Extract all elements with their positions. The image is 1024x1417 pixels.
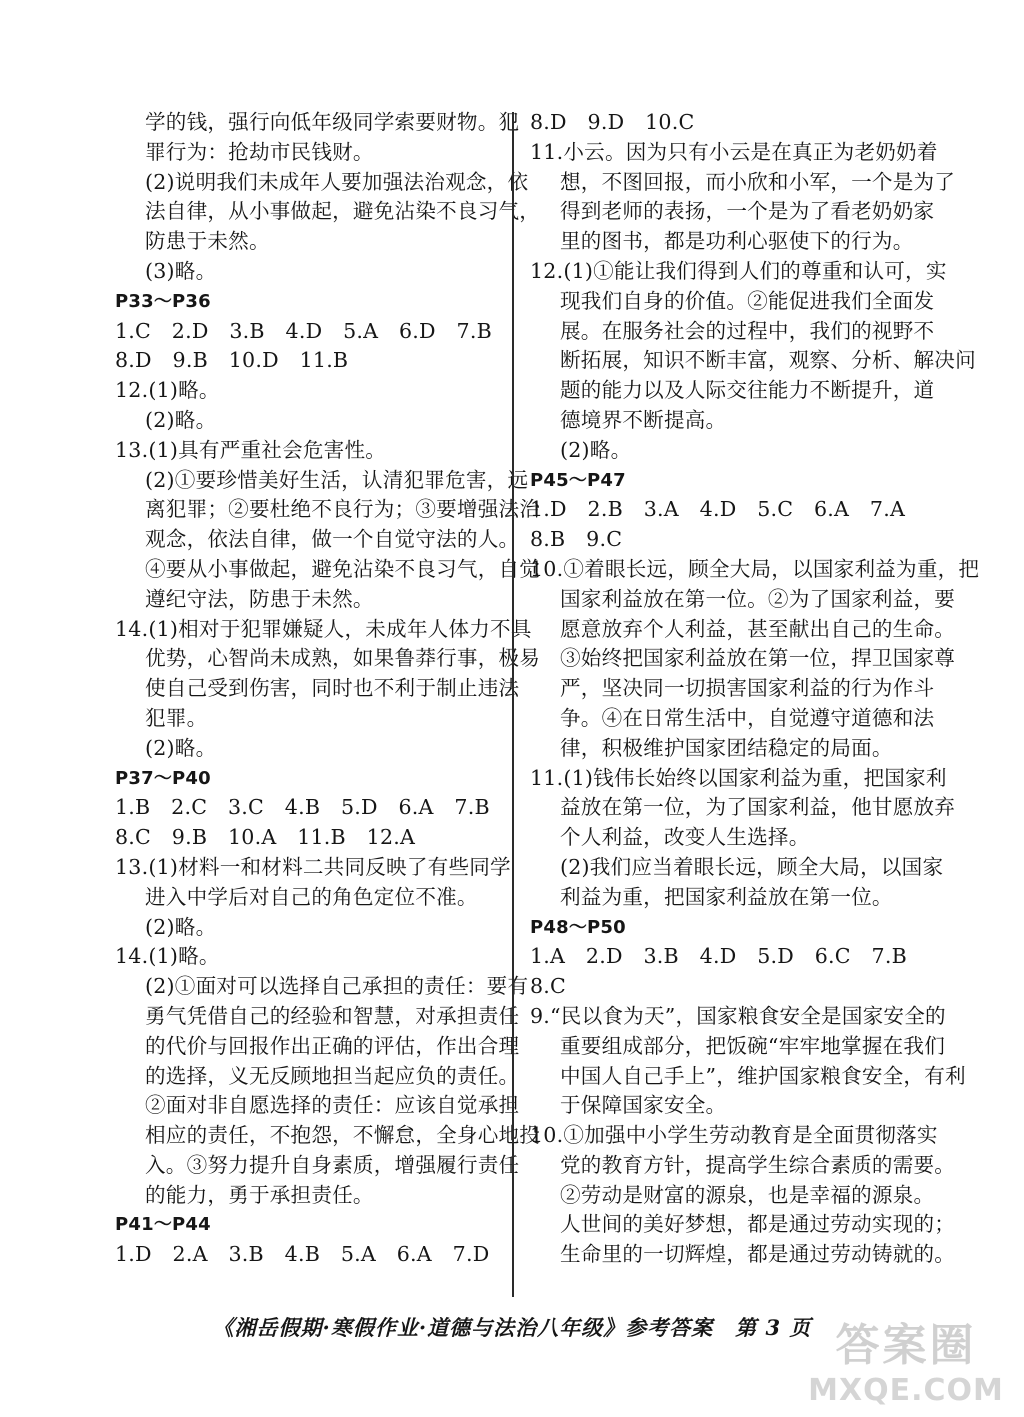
- answer-line: 学的钱，强行向低年级同学索要财物。犯: [145, 110, 520, 134]
- answer-line: 使自己受到伤害，同时也不利于制止违法: [145, 676, 520, 701]
- answer-line: ②劳动是财富的源泉，也是幸福的源泉。: [560, 1182, 935, 1207]
- answer-line: (2)略。: [560, 437, 632, 462]
- answer-line: 1.D 2.B 3.A 4.D 5.C 6.A 7.A: [530, 497, 906, 522]
- right-column: [530, 108, 980, 1270]
- section-heading: P37～P40: [115, 767, 211, 789]
- answer-line: 人世间的美好梦想，都是通过劳动实现的；: [560, 1212, 956, 1237]
- answer-line: 得到老师的表扬，一个是为了看老奶奶家: [560, 199, 935, 224]
- answer-line: 的代价与回报作出正确的评估，作出合理: [145, 1033, 520, 1058]
- answer-line: 的选择，义无反顾地担当起应负的责任。: [145, 1063, 520, 1088]
- answer-line: 8.C 9.B 10.A 11.B 12.A: [115, 825, 416, 850]
- answer-line: 10.①着眼长远，顾全大局，以国家利益为重，把: [530, 556, 980, 581]
- answer-line: 10.①加强中小学生劳动教育是全面贯彻落实: [530, 1123, 938, 1148]
- left-column: [115, 108, 541, 1270]
- answer-line: 国家利益放在第一位。②为了国家利益，要: [560, 586, 956, 611]
- answer-line: 利益为重，把国家利益放在第一位。: [560, 884, 893, 909]
- watermark-url: MXQE.COM: [808, 1373, 1004, 1408]
- answer-line: 个人利益，改变人生选择。: [560, 825, 810, 850]
- answer-line: 12.(1)略。: [115, 378, 220, 403]
- answer-line: (2)①要珍惜美好生活，认清犯罪危害，远: [145, 467, 529, 492]
- answer-line: 离犯罪；②要杜绝不良行为；③要增强法治: [145, 497, 541, 522]
- answer-line: 遵纪守法，防患于未然。: [145, 586, 374, 611]
- answer-line: 益放在第一位，为了国家利益，他甘愿放弃: [560, 795, 956, 820]
- answer-line: 入。③努力提升自身素质，增强履行责任: [145, 1152, 520, 1177]
- answer-line: 生命里的一切辉煌，都是通过劳动铸就的。: [560, 1242, 956, 1267]
- answer-line: 11.(1)钱伟长始终以国家利益为重，把国家利: [530, 765, 947, 790]
- section-heading: P41～P44: [115, 1214, 211, 1236]
- column-divider: [512, 112, 514, 1297]
- answer-line: (2)略。: [145, 735, 217, 760]
- answer-line: 9.“民以食为天”，国家粮食安全是国家安全的: [530, 1003, 946, 1028]
- answer-line: (3)略。: [145, 258, 217, 283]
- answer-line: 里的图书，都是功利心驱使下的行为。: [560, 229, 914, 254]
- answer-line: 14.(1)略。: [115, 944, 220, 969]
- answer-line: 14.(1)相对于犯罪嫌疑人，未成年人体力不具: [115, 616, 532, 641]
- answer-line: 12.(1)①能让我们得到人们的尊重和认可，实: [530, 258, 947, 283]
- answer-line: 罪行为：抢劫市民钱财。: [145, 139, 374, 164]
- answer-line: (2)说明我们未成年人要加强法治观念，依: [145, 169, 529, 194]
- answer-line: (2)①面对可以选择自己承担的责任：要有: [145, 974, 529, 999]
- answer-line: 题的能力以及人际交往能力不断提升，道: [560, 378, 935, 403]
- answer-line: 勇气凭借自己的经验和智慧，对承担责任: [145, 1003, 520, 1028]
- answer-line: ②面对非自愿选择的责任：应该自觉承担: [145, 1093, 520, 1118]
- answer-line: 的能力，勇于承担责任。: [145, 1182, 374, 1207]
- answer-line: ③始终把国家利益放在第一位，捍卫国家尊: [560, 646, 956, 671]
- watermark-logo: [806, 1309, 1006, 1409]
- answer-line: 11.小云。因为只有小云是在真正为老奶奶着: [530, 139, 938, 164]
- answer-line: 防患于未然。: [145, 229, 270, 254]
- answer-line: 展。在服务社会的过程中，我们的视野不: [560, 318, 935, 343]
- section-heading: P33～P36: [115, 290, 211, 312]
- answer-line: 相应的责任，不抱怨，不懈怠，全身心地投: [145, 1123, 541, 1148]
- answer-line: 断拓展，知识不断丰富，观察、分析、解决问: [560, 348, 976, 373]
- answer-line: 13.(1)材料一和材料二共同反映了有些同学: [115, 854, 511, 879]
- answer-line: 党的教育方针，提高学生综合素质的需要。: [560, 1152, 956, 1177]
- answer-line: 进入中学后对自己的角色定位不准。: [145, 884, 478, 909]
- answer-line: 犯罪。: [145, 705, 208, 730]
- answer-line: 13.(1)具有严重社会危害性。: [115, 437, 387, 462]
- answer-line: 于保障国家安全。: [560, 1093, 727, 1118]
- section-heading: P45～P47: [530, 469, 626, 491]
- answer-line: 想，不图回报，而小欣和小军，一个是为了: [560, 169, 956, 194]
- answer-line: 1.B 2.C 3.C 4.B 5.D 6.A 7.B: [115, 795, 490, 820]
- answer-line: 德境界不断提高。: [560, 407, 727, 432]
- answer-line: 1.A 2.D 3.B 4.D 5.D 6.C 7.B: [530, 944, 907, 969]
- answer-line: 8.D 9.B 10.D 11.B: [115, 348, 349, 373]
- answer-line: 重要组成部分，把饭碗“牢牢地掌握在我们: [560, 1033, 946, 1058]
- answer-line: 8.B 9.C: [530, 527, 623, 552]
- watermark-glyphs: 答案圈: [835, 1320, 977, 1371]
- page-footer: 《湘岳假期·寒假作业·道德与法治八年级》参考答案 第 3 页: [212, 1315, 812, 1340]
- answer-line: (2)略。: [145, 914, 217, 939]
- answer-line: 8.C: [530, 974, 567, 999]
- answer-line: (2)我们应当着眼长远，顾全大局，以国家: [560, 854, 944, 879]
- answer-line: 严，坚决同一切损害国家利益的行为作斗: [560, 676, 935, 701]
- answer-line: 8.D 9.D 10.C: [530, 110, 695, 134]
- answer-line: 观念，依法自律，做一个自觉守法的人。: [145, 527, 520, 552]
- answer-line: 愿意放弃个人利益，甚至献出自己的生命。: [560, 616, 956, 641]
- answer-line: 法自律，从小事做起，避免沾染不良习气，: [145, 199, 541, 224]
- answer-line: ④要从小事做起，避免沾染不良习气，自觉: [145, 556, 541, 581]
- answer-line: (2)略。: [145, 407, 217, 432]
- answer-line: 律，积极维护国家团结稳定的局面。: [560, 735, 893, 760]
- answer-line: 1.D 2.A 3.B 4.B 5.A 6.A 7.D: [115, 1242, 490, 1267]
- answer-line: 中国人自己手上”，维护国家粮食安全，有利: [560, 1063, 966, 1088]
- answer-line: 优势，心智尚未成熟，如果鲁莽行事，极易: [145, 646, 541, 671]
- section-heading: P48～P50: [530, 916, 626, 938]
- answer-line: 争。④在日常生活中，自觉遵守道德和法: [560, 705, 935, 730]
- answer-line: 现我们自身的价值。②能促进我们全面发: [560, 288, 935, 313]
- answer-line: 1.C 2.D 3.B 4.D 5.A 6.D 7.B: [115, 318, 492, 343]
